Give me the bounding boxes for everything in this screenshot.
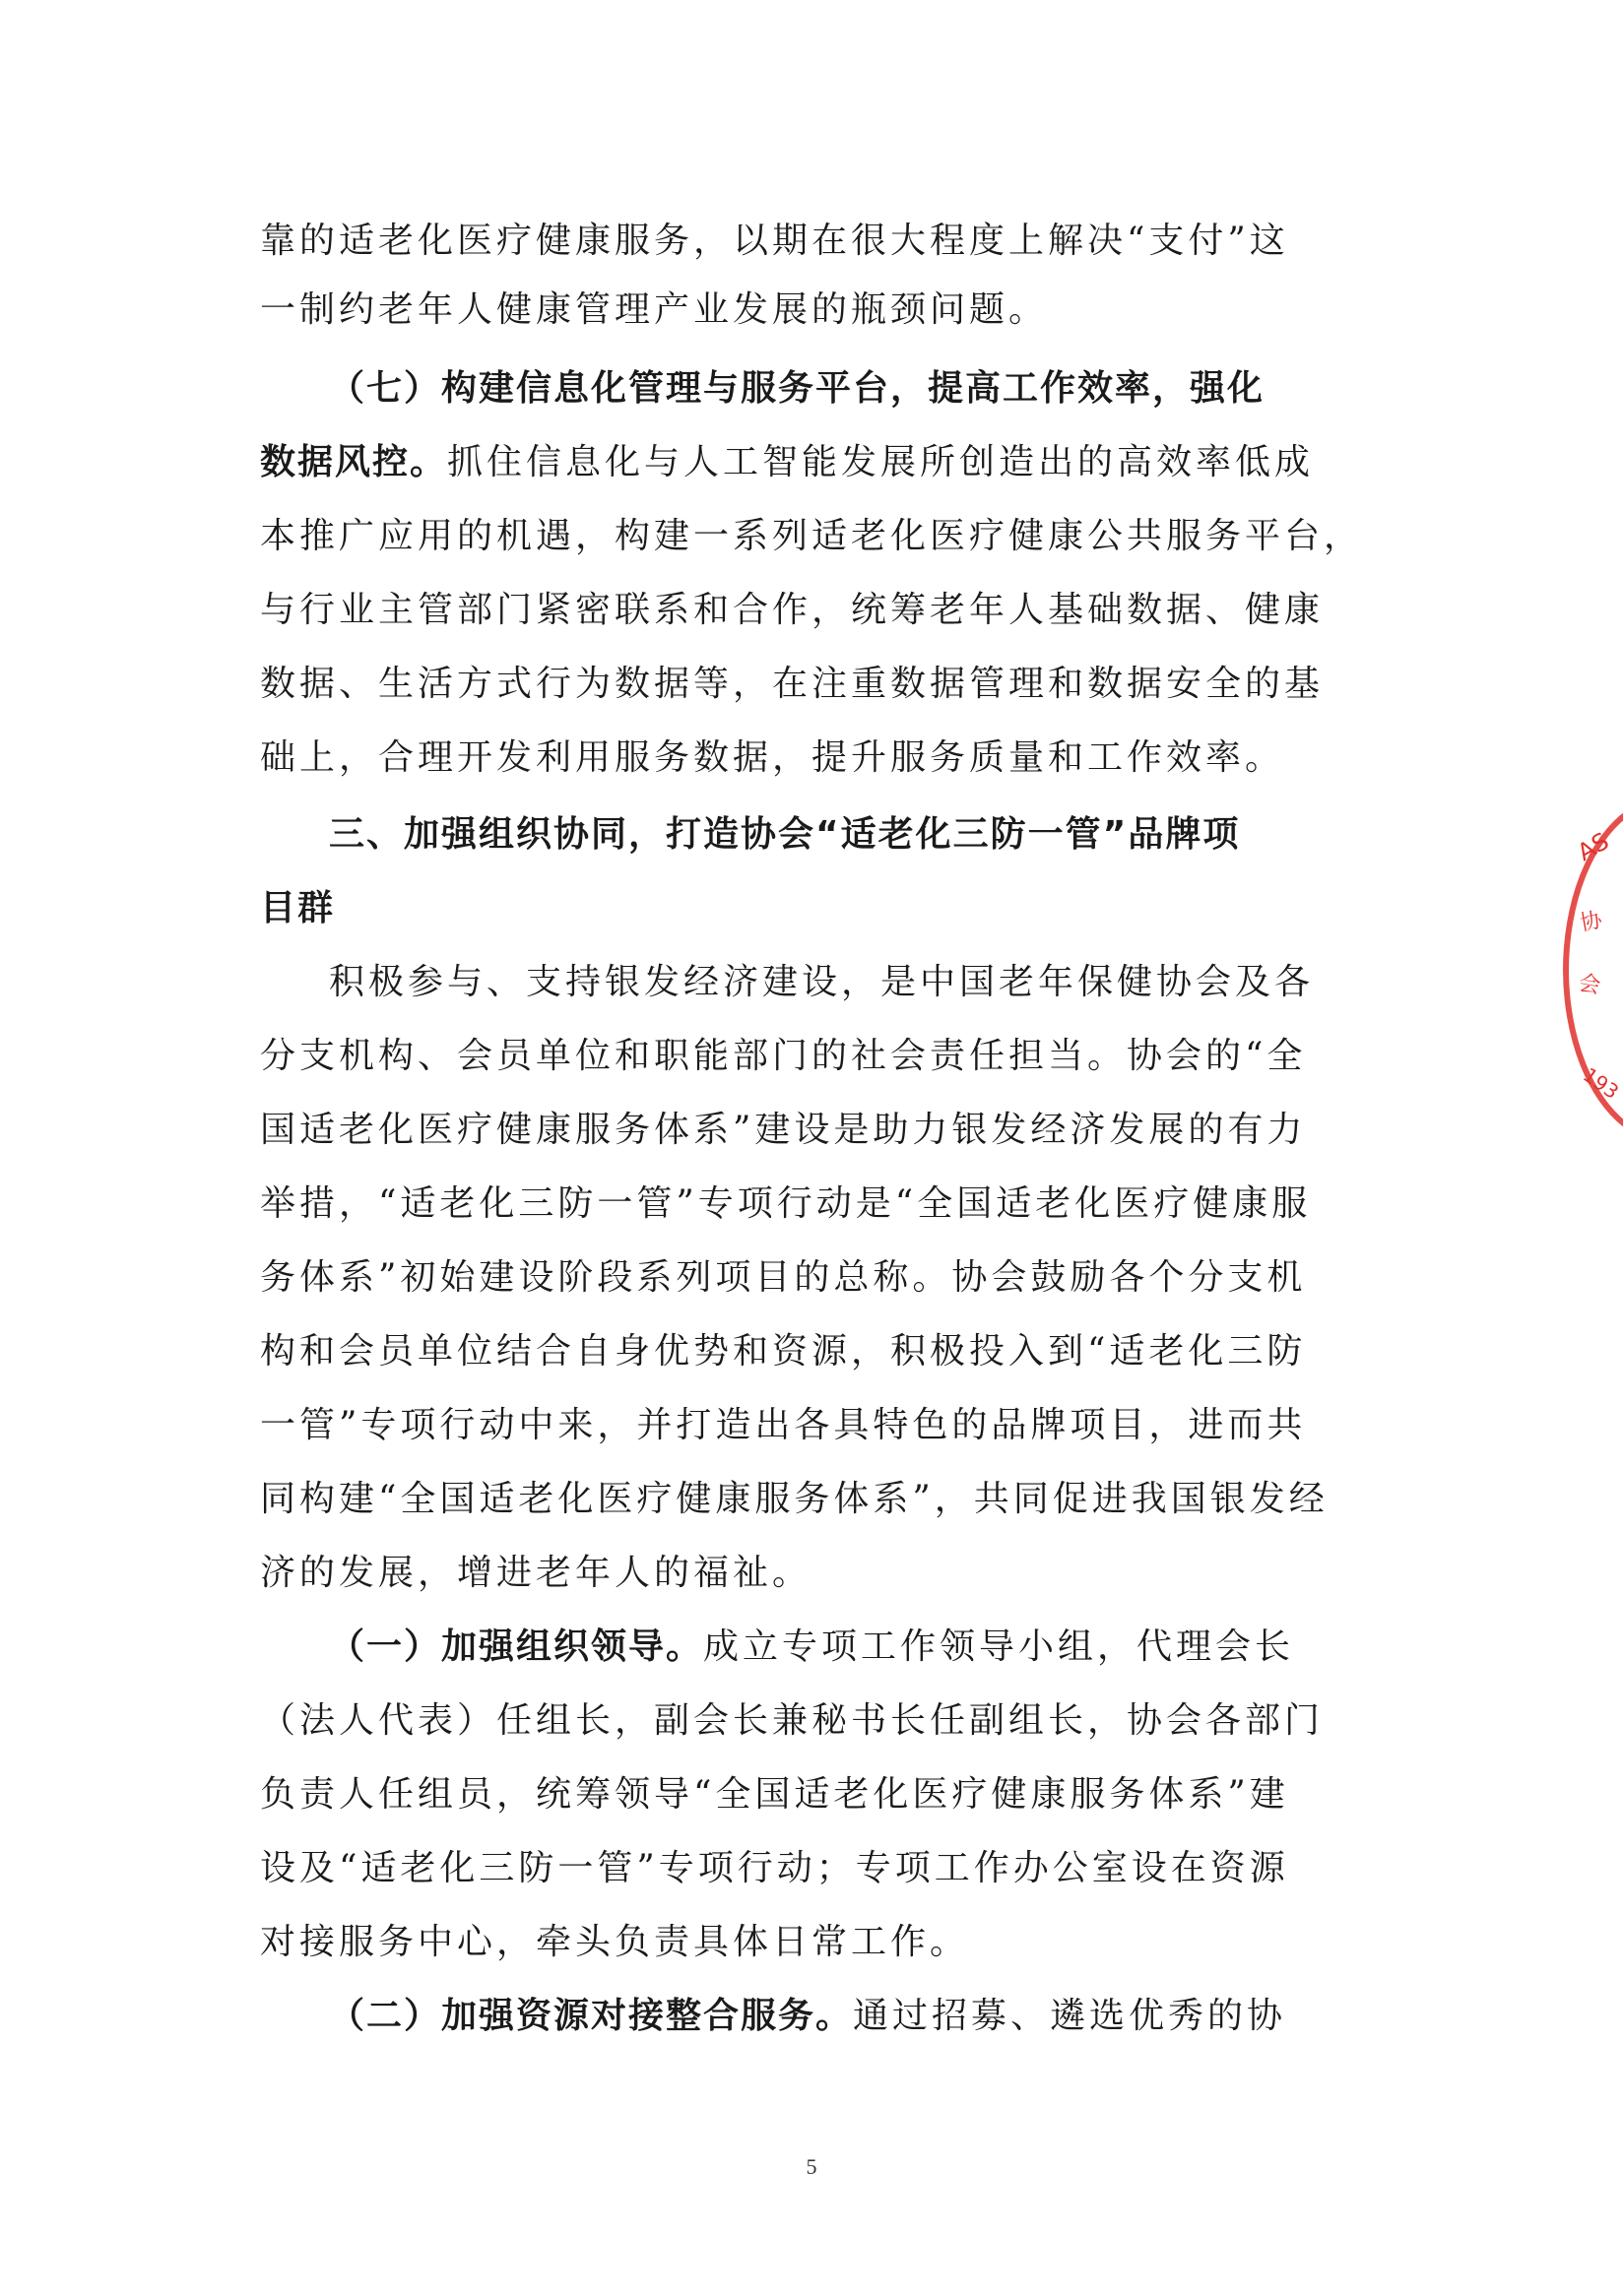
page-number: 5: [806, 2154, 817, 2179]
text-line: 数据风控。抓住信息化与人工智能发展所创造出的高效率低成: [260, 442, 1315, 482]
text-line: 一制约老年人健康管理产业发展的瓶颈问题。: [260, 289, 1049, 330]
text-line: 对接服务中心，牵头负责具体日常工作。: [260, 1922, 970, 1962]
text-line: 数据、生活方式行为数据等，在注重数据管理和数据安全的基: [260, 664, 1325, 704]
text-line: 设及“适老化三防一管”专项行动；专项工作办公室设在资源: [260, 1848, 1289, 1888]
seal-stamp-icon: [1556, 793, 1623, 1147]
section-heading: （七）构建信息化管理与服务平台，提高工作效率，强化: [329, 368, 1266, 409]
text-line: 同构建“全国适老化医疗健康服务体系”，共同促进我国银发经: [260, 1479, 1329, 1519]
text-line: 一管”专项行动中来，并打造出各具特色的品牌项目，进而共: [260, 1405, 1307, 1445]
svg-text:协: 协: [1578, 908, 1604, 936]
text-line: （一）加强组织领导。成立专项工作领导小组，代理会长: [329, 1626, 1295, 1667]
chapter-heading: 目群: [260, 888, 336, 928]
text-line: （法人代表）任组长，副会长兼秘书长任副组长，协会各部门: [260, 1700, 1325, 1741]
text-line: 础上，合理开发利用服务数据，提升服务质量和工作效率。: [260, 737, 1285, 778]
text-line: 靠的适老化医疗健康服务，以期在很大程度上解决“支付”这: [260, 221, 1289, 261]
text-line: 务体系”初始建设阶段系列项目的总称。协会鼓励各个分支机: [260, 1257, 1307, 1298]
svg-text:193: 193: [1579, 1062, 1623, 1104]
text-line: 本推广应用的机遇，构建一系列适老化医疗健康公共服务平台，: [260, 516, 1364, 556]
text-line: 与行业主管部门紧密联系和合作，统筹老年人基础数据、健康: [260, 590, 1325, 630]
svg-text:会: 会: [1576, 971, 1602, 999]
text-line: （二）加强资源对接整合服务。通过招募、遴选优秀的协: [329, 1996, 1287, 2036]
text-line: 构和会员单位结合自身优势和资源，积极投入到“适老化三防: [260, 1331, 1307, 1371]
text-line: 济的发展，增进老年人的福祉。: [260, 1553, 812, 1593]
text-line: 积极参与、支持银发经济建设，是中国老年保健协会及各: [329, 962, 1315, 1002]
text-line: 负责人任组员，统筹领导“全国适老化医疗健康服务体系”建: [260, 1774, 1289, 1815]
text-line: 分支机构、会员单位和职能部门的社会责任担当。协会的“全: [260, 1036, 1307, 1076]
chapter-heading: 三、加强组织协同，打造协会“适老化三防一管”品牌项: [329, 814, 1241, 855]
text-line: 举措，“适老化三防一管”专项行动是“全国适老化医疗健康服: [260, 1183, 1312, 1224]
text-line: 国适老化医疗健康服务体系”建设是助力银发经济发展的有力: [260, 1110, 1307, 1150]
svg-text:AS: AS: [1573, 827, 1614, 867]
